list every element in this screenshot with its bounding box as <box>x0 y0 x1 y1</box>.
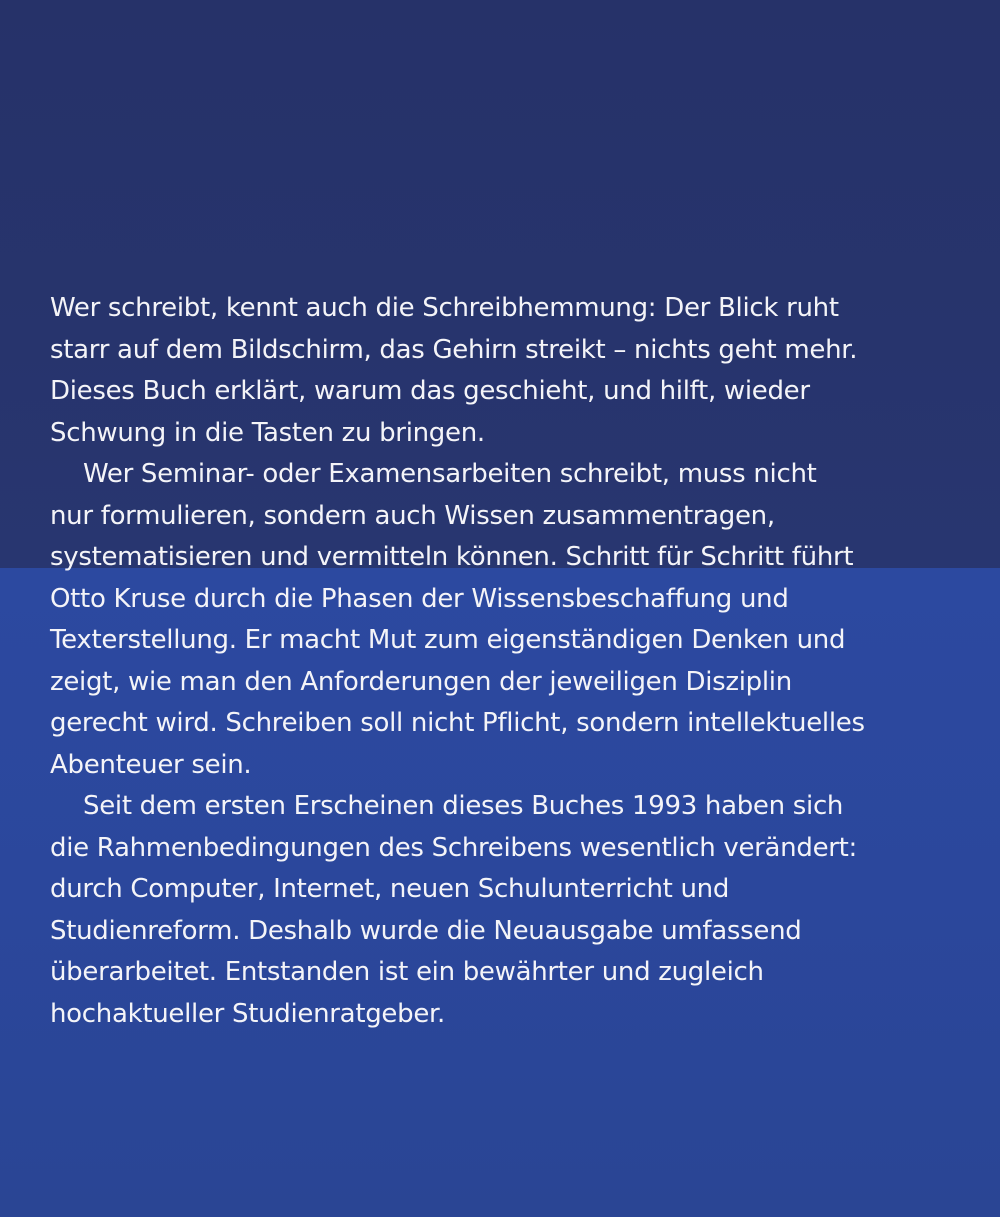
text-line: Abenteuer sein. <box>50 749 252 780</box>
text-line: gerecht wird. Schreiben soll nicht Pflicht, sondern intellektuelles <box>50 708 865 738</box>
paragraph-2 <box>50 454 970 786</box>
text-line: Dieses Buch erklärt, warum das geschieht, und hilft, wieder <box>50 376 810 406</box>
text-line: überarbeitet. Entstanden ist ein bewährter und zugleich <box>50 957 764 987</box>
text-line: Schwung in die Tasten zu bringen. <box>50 417 485 448</box>
text-line: Wer schreibt, kennt auch die Schreibhemmung: Der Blick ruht <box>50 293 839 323</box>
text-line: Seit dem ersten Erscheinen dieses Buches 1993 haben sich <box>83 791 844 821</box>
text-line: die Rahmenbedingungen des Schreibens wesentlich verändert: <box>50 832 858 863</box>
paragraph-3 <box>50 786 970 1035</box>
blurb-text <box>50 288 970 1035</box>
text-line: nur formulieren, sondern auch Wissen zusammentragen, <box>50 500 775 531</box>
text-line: systematisieren und vermitteln können. Schritt für Schritt führt <box>50 542 854 572</box>
text-line: Otto Kruse durch die Phasen der Wissensbeschaffung und <box>50 583 789 614</box>
text-line: zeigt, wie man den Anforderungen der jeweiligen Disziplin <box>50 666 792 697</box>
text-line: starr auf dem Bildschirm, das Gehirn streikt – nichts geht mehr. <box>50 334 858 365</box>
text-line: Studienreform. Deshalb wurde die Neuausgabe umfassend <box>50 915 802 946</box>
text-line: durch Computer, Internet, neuen Schulunterricht und <box>50 874 730 904</box>
text-line: Texterstellung. Er macht Mut zum eigenständigen Denken und <box>50 625 846 655</box>
text-line: hochaktueller Studienratgeber. <box>50 998 445 1029</box>
text-line: Wer Seminar- oder Examensarbeiten schreibt, muss nicht <box>83 459 817 489</box>
paragraph-1 <box>50 288 970 454</box>
